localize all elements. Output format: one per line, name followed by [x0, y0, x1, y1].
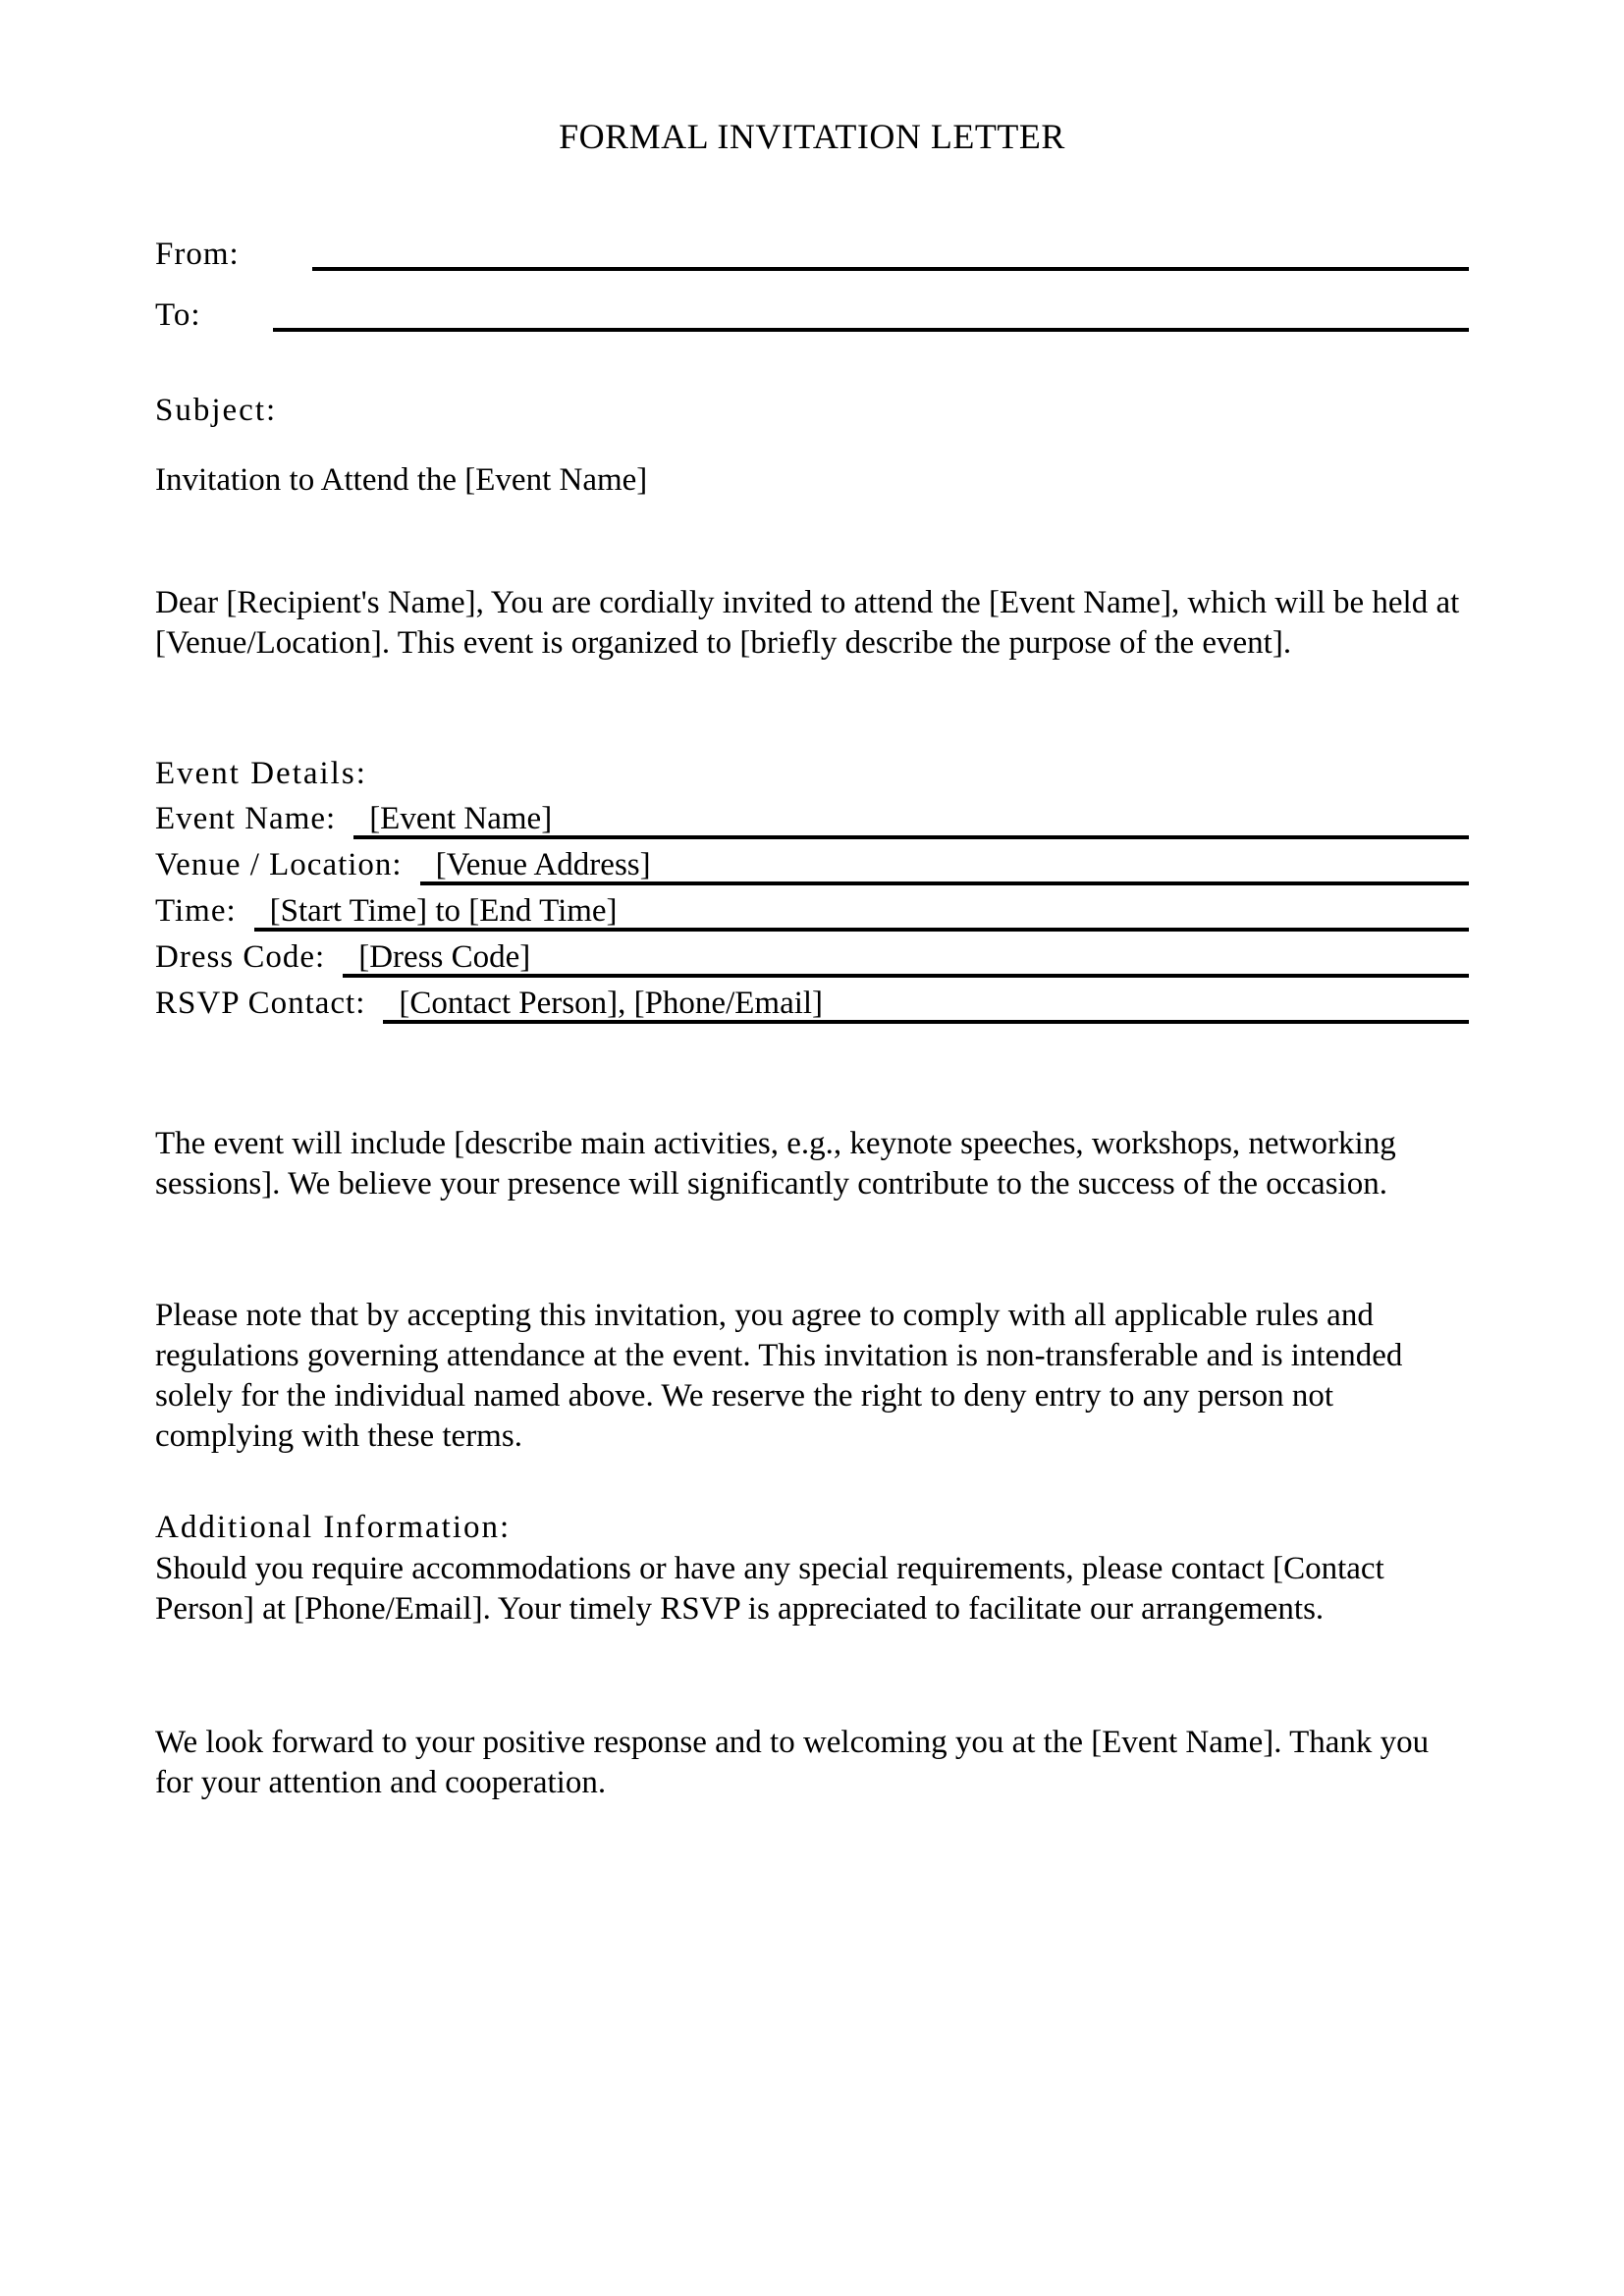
event-details-fields — [155, 802, 1469, 1033]
terms-paragraph: Please note that by accepting this invitation, you agree to comply with all applicable rules and regulations governing attendance at the event. This invitation is non-transferable and is intended solely for the individual named above. We reserve the right to deny entry to any person not complying with these terms. — [155, 1298, 1403, 1454]
dress-code-input-line[interactable]: [Dress Code] — [343, 940, 1469, 978]
event-activities-paragraph: The event will include [describe main activities, e.g., keynote speeches, workshops, networking sessions]. We believe your presence will significantly contribute to the success of the occasion. — [155, 1126, 1396, 1201]
time-input-line[interactable]: [Start Time] to [End Time] — [254, 894, 1469, 932]
from-input-line[interactable] — [312, 238, 1469, 271]
time-label: Time: — [155, 893, 237, 929]
dress-code-row — [155, 940, 1469, 978]
to-field-row — [155, 298, 1469, 332]
event-name-label: Event Name: — [155, 801, 337, 836]
venue-location-input-line[interactable]: [Venue Address] — [420, 848, 1469, 885]
subject-label: Subject: — [155, 393, 278, 428]
to-input-line[interactable] — [273, 298, 1469, 332]
event-name-row — [155, 802, 1469, 839]
rsvp-contact-input-line[interactable]: [Contact Person], [Phone/Email] — [383, 987, 1469, 1024]
dress-code-label: Dress Code: — [155, 939, 326, 975]
venue-location-row — [155, 848, 1469, 885]
event-details-heading: Event Details: — [155, 756, 367, 791]
closing-paragraph: We look forward to your positive response and to welcoming you at the [Event Name]. Thank you for your attention and cooperation. — [155, 1725, 1430, 1800]
subject-value: Invitation to Attend the [Event Name] — [155, 462, 648, 498]
additional-information-heading: Additional Information: — [155, 1510, 512, 1545]
additional-information-paragraph: Should you require accommodations or have any special requirements, please contact [Contact Person] at [Phone/Email]. Your timely RSVP is appreciated to facilitate our arrangements. — [155, 1551, 1384, 1627]
greeting-paragraph: Dear [Recipient's Name], You are cordially invited to attend the [Event Name], which will be held at [Venue/Location]. This event is organized to [briefly describe the purpose of the event]. — [155, 585, 1460, 661]
from-field-row — [155, 238, 1469, 271]
event-name-input-line[interactable]: [Event Name] — [353, 802, 1469, 839]
from-label: From: — [155, 237, 240, 272]
to-label: To: — [155, 297, 201, 333]
rsvp-contact-row — [155, 987, 1469, 1024]
venue-location-label: Venue / Location: — [155, 847, 403, 882]
rsvp-contact-label: RSVP Contact: — [155, 986, 366, 1021]
time-row — [155, 894, 1469, 932]
document-title: FORMAL INVITATION LETTER — [559, 117, 1065, 156]
